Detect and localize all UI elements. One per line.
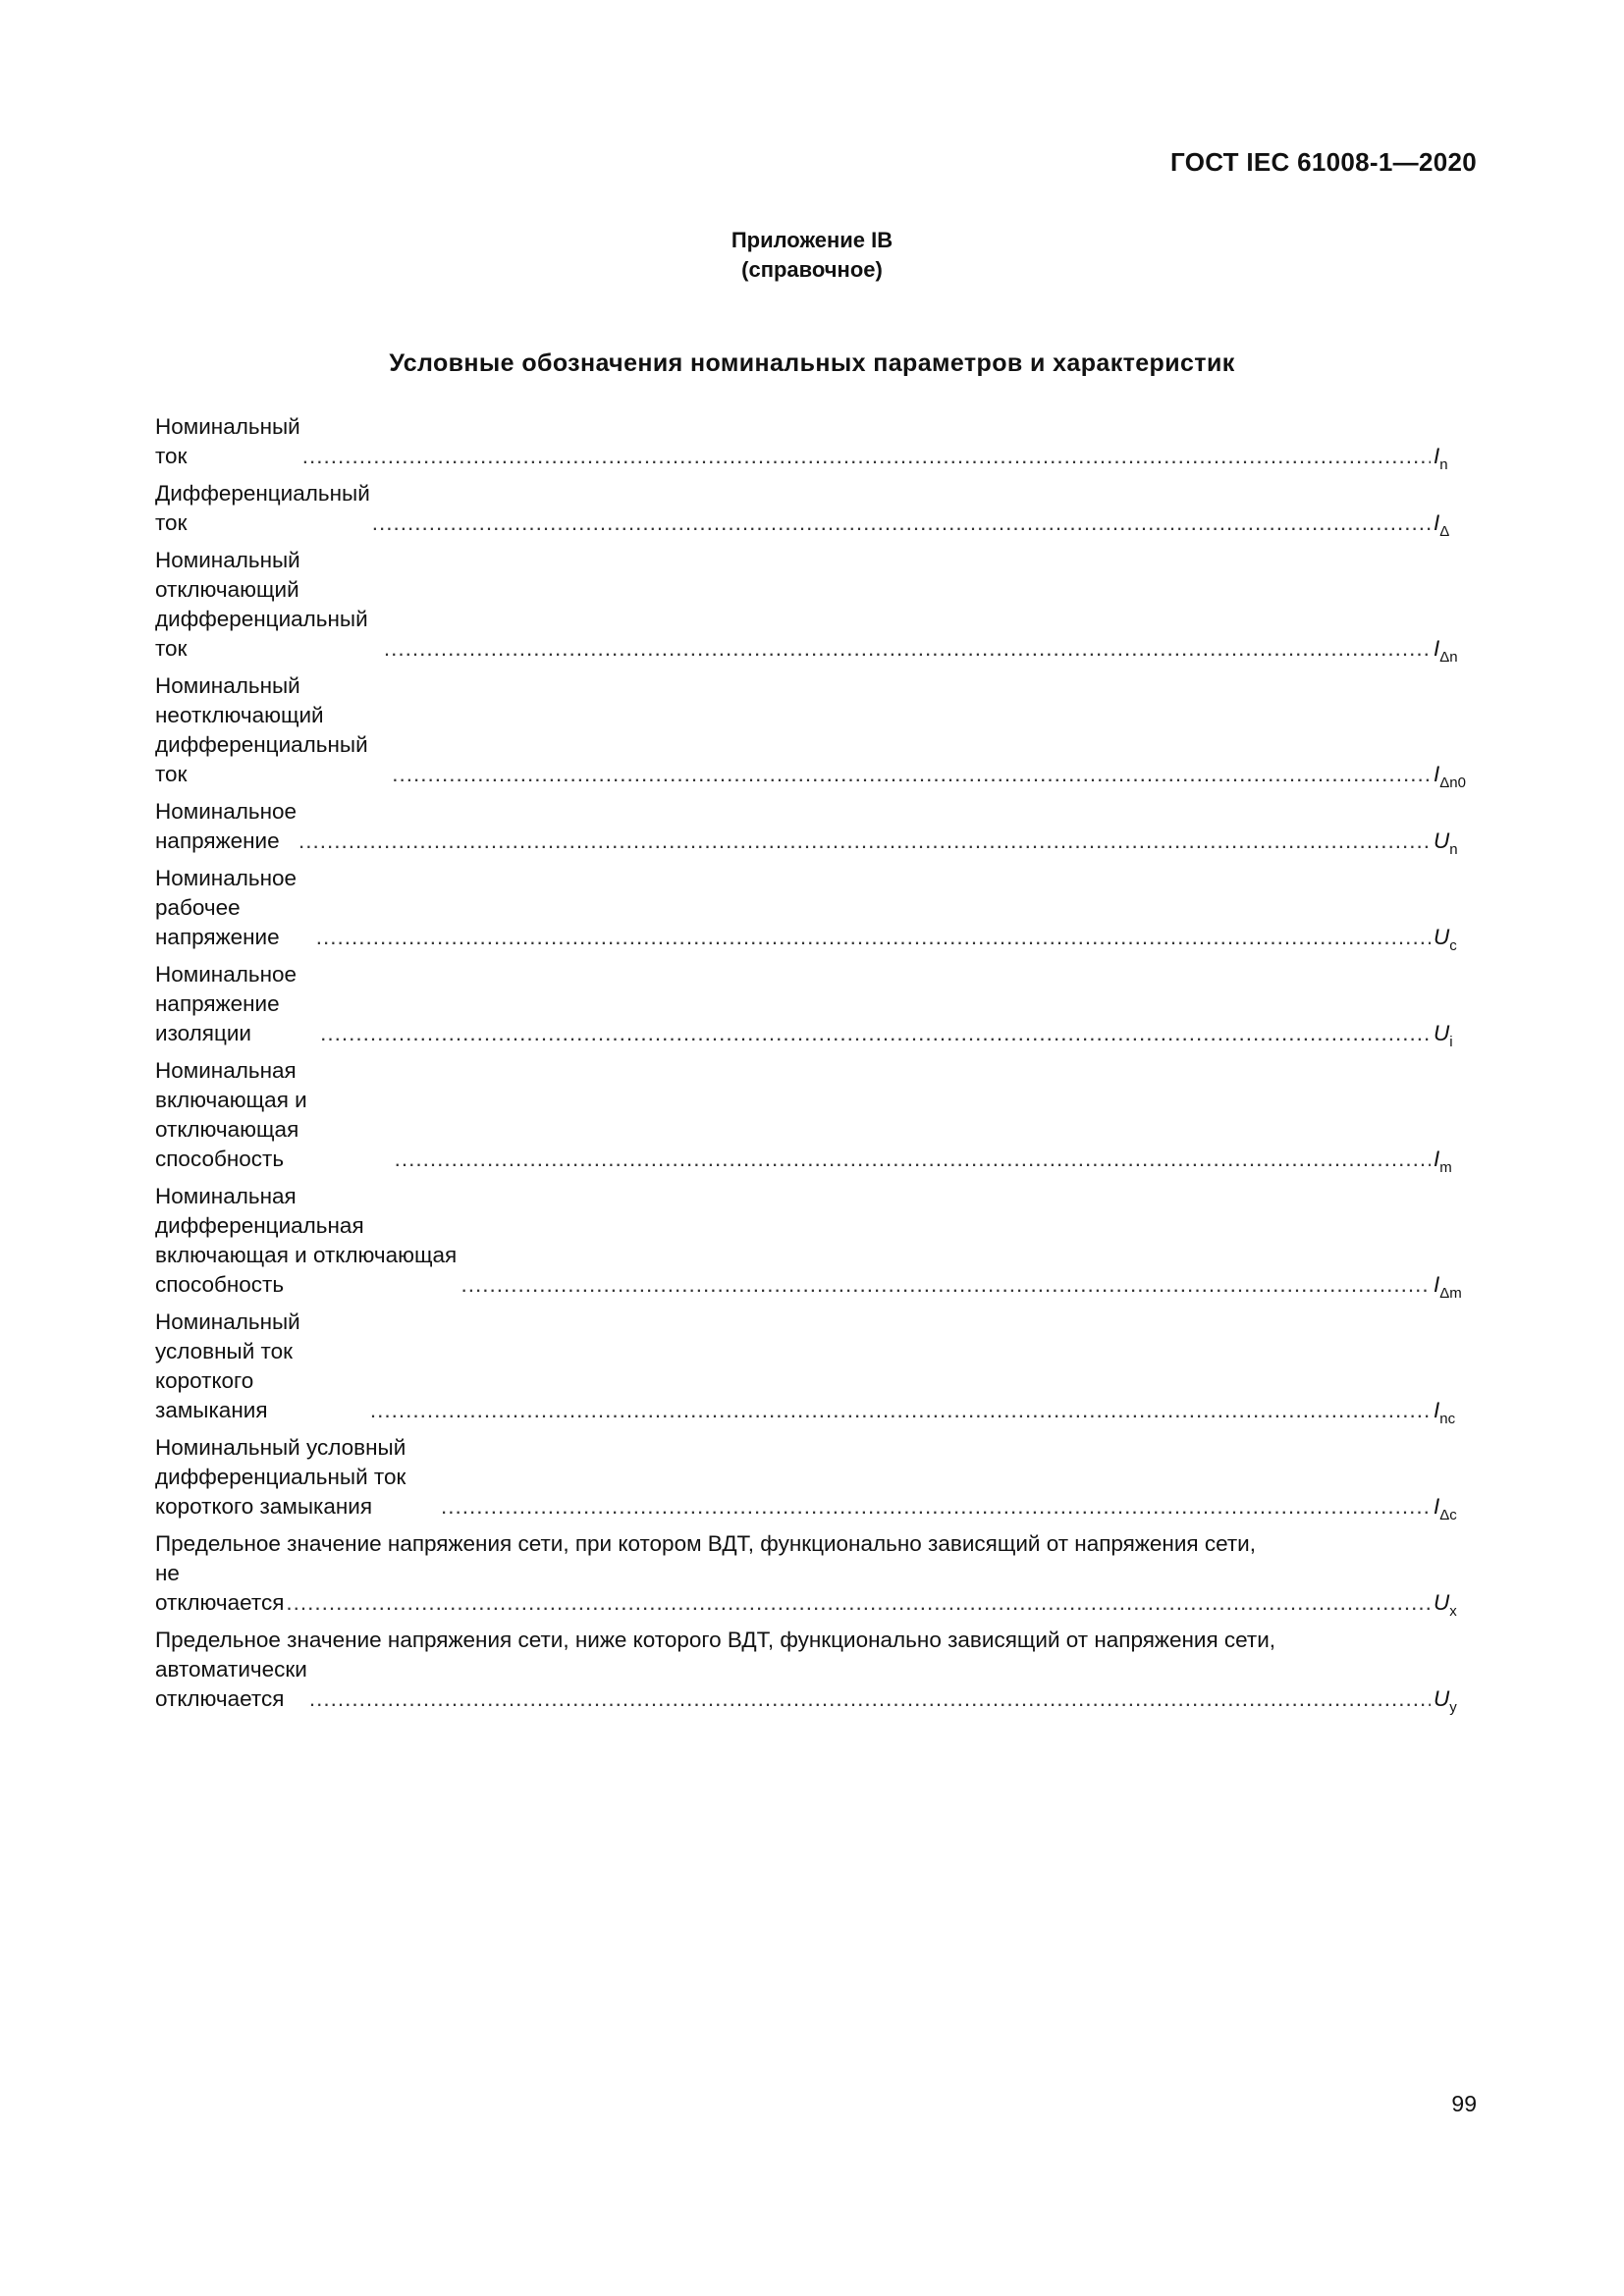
entry-text: Номинальная включающая и отключающая способность [155, 1058, 307, 1171]
list-item [155, 1056, 1481, 1174]
entry-symbol: $U_x$ [1434, 1590, 1457, 1620]
list-item [155, 412, 1481, 471]
dot-leader [309, 1684, 1431, 1714]
dot-leader [298, 827, 1431, 856]
entry-symbol: $U_n$ [1434, 828, 1458, 858]
entry-symbol: $U_i$ [1434, 1021, 1453, 1050]
entry-symbol: $I_\Delta$ [1434, 510, 1450, 540]
entry-text: Номинальное напряжение [155, 799, 298, 853]
dot-leader [316, 923, 1431, 952]
annex-heading [0, 226, 1624, 285]
list-item-multiline [155, 1529, 1481, 1618]
dot-leader [441, 1492, 1431, 1522]
list-item [155, 1433, 1481, 1522]
entry-symbol: $I_{nc}$ [1434, 1398, 1456, 1427]
entry-symbol: $U_y$ [1434, 1686, 1457, 1716]
list-item-multiline [155, 1626, 1481, 1714]
entry-text-line1: Предельное значение напряжения сети, ниже которого ВДТ, функционально зависящий от напряжения сети, [155, 1628, 1276, 1652]
list-item [155, 671, 1481, 789]
dot-leader [302, 442, 1431, 471]
entry-text-line1: Предельное значение напряжения сети, при котором ВДТ, функционально зависящий от напряжения сети, [155, 1531, 1257, 1556]
entry-text: Номинальное рабочее напряжение [155, 866, 298, 949]
page-number: 99 [1451, 2091, 1477, 2116]
entry-text: Номинальная дифференциальная включающая и отключающая способность [155, 1184, 458, 1297]
entry-symbol: $U_c$ [1434, 925, 1457, 954]
entry-symbol: $I_{\Delta n}$ [1434, 636, 1458, 666]
entry-text: Номинальное напряжение изоляции [155, 962, 298, 1045]
list-item [155, 1182, 1481, 1300]
list-item [155, 1308, 1481, 1425]
entry-text-line2: не отключается [155, 1561, 285, 1615]
list-item [155, 479, 1481, 538]
dot-leader [392, 760, 1431, 789]
document-code: ГОСТ IEC 61008-1—2020 [1170, 147, 1477, 177]
symbols-list [155, 412, 1481, 1714]
section-title: Условные обозначения номинальных параметров и характеристик [389, 349, 1235, 377]
entry-symbol: $I_n$ [1434, 444, 1448, 473]
entry-symbol: $I_{\Delta n0}$ [1434, 762, 1466, 791]
entry-text: Номинальный отключающий дифференциальный ток [155, 548, 368, 661]
entry-text-line2: автоматически отключается [155, 1657, 307, 1711]
dot-leader [286, 1588, 1431, 1618]
dot-leader [372, 508, 1431, 538]
list-item [155, 960, 1481, 1048]
entry-text: Номинальный ток [155, 414, 300, 468]
dot-leader [320, 1019, 1431, 1048]
entry-text: Номинальный условный ток короткого замыкания [155, 1309, 300, 1422]
list-item [155, 797, 1481, 856]
annex-title: Приложение IB [731, 228, 893, 252]
entry-symbol: $I_{\Delta c}$ [1434, 1494, 1457, 1523]
entry-tail [155, 1559, 1481, 1618]
entry-text: Номинальный условный дифференциальный ток короткого замыкания [155, 1435, 406, 1519]
list-item [155, 546, 1481, 664]
list-item [155, 864, 1481, 952]
annex-subtitle: (справочное) [741, 257, 883, 282]
entry-text: Номинальный неотключающий дифференциальный ток [155, 673, 368, 786]
entry-symbol: $I_m$ [1434, 1147, 1452, 1176]
entry-text: Дифференциальный ток [155, 481, 370, 535]
dot-leader [370, 1396, 1431, 1425]
entry-symbol: $I_{\Delta m}$ [1434, 1272, 1462, 1302]
dot-leader [395, 1145, 1431, 1174]
dot-leader [384, 634, 1431, 664]
entry-tail [155, 1655, 1481, 1714]
dot-leader [460, 1270, 1431, 1300]
